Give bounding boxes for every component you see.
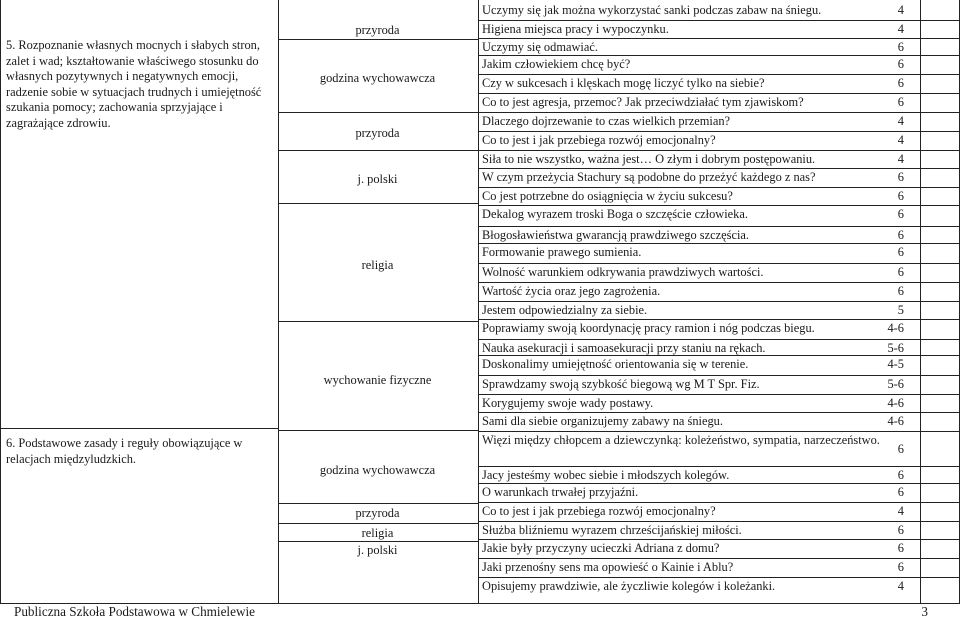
lesson-hours: 5-6: [887, 377, 904, 391]
row-divider: [478, 131, 960, 132]
lesson-title: W czym przeżycia Stachury są podobne do przeżyć każdego z nas?: [482, 170, 816, 184]
subject-cell: godzina wychowawcza: [319, 71, 436, 85]
subject-divider: [278, 523, 478, 524]
row-divider: [478, 187, 960, 188]
row-divider: [478, 20, 960, 21]
subject-divider: [278, 503, 478, 504]
subject-divider: [278, 430, 478, 431]
row-divider: [478, 466, 960, 467]
row-divider: [478, 243, 960, 244]
lesson-hours: 4-6: [887, 414, 904, 428]
lesson-title: Formowanie prawego sumienia.: [482, 245, 642, 259]
subject-divider: [278, 203, 478, 204]
row-divider: [478, 502, 960, 503]
row-divider: [478, 412, 960, 413]
subject-cell: j. polski: [357, 543, 398, 557]
lesson-hours: 6: [897, 485, 904, 499]
lesson-hours: 4: [897, 22, 904, 36]
topic-5: 5. Rozpoznanie własnych mocnych i słabych stron, zalet i wad; kształtowanie właściwego stosunku do własnych pozytywnych i negatywnych emocji, radzenie sobie w sytuacjach trudnych i umiejętność szukania pomocy; zachowania sprzyjające i zagrażające zdrowiu.: [6, 38, 262, 130]
lesson-hours: 6: [897, 265, 904, 279]
subject-divider: [278, 39, 478, 40]
lesson-hours: 6: [897, 523, 904, 537]
lesson-title: Dekalog wyrazem troski Boga o szczęście człowieka.: [482, 207, 748, 221]
row-divider: [478, 355, 960, 356]
row-divider: [478, 55, 960, 56]
column-divider-3: [920, 0, 921, 604]
lesson-hours: 4: [897, 3, 904, 17]
lesson-title: Co to jest agresja, przemoc? Jak przeciwdziałać tym zjawiskom?: [482, 95, 804, 109]
lesson-title: Więzi między chłopcem a dziewczynką: koleżeństwo, sympatia, narzeczeństwo.: [482, 433, 880, 447]
row-divider: [478, 282, 960, 283]
lesson-title: Błogosławieństwa gwarancją prawdziwego szczęścia.: [482, 228, 749, 242]
lesson-title: Doskonalimy umiejętność orientowania się w terenie.: [482, 357, 749, 371]
row-divider: [478, 319, 960, 320]
subject-divider: [278, 112, 478, 113]
lesson-hours: 6: [897, 40, 904, 54]
topic-divider: [0, 428, 278, 429]
lesson-hours: 4: [897, 152, 904, 166]
lesson-hours: 4: [897, 133, 904, 147]
lesson-hours: 5: [897, 303, 904, 317]
row-divider: [478, 263, 960, 264]
lesson-title: Siła to nie wszystko, ważna jest… O złym i dobrym postępowaniu.: [482, 152, 816, 166]
lesson-hours: 6: [897, 245, 904, 259]
lesson-title: Sami dla siebie organizujemy zabawy na śniegu.: [482, 414, 723, 428]
row-divider: [478, 150, 960, 151]
subject-cell: j. polski: [357, 172, 398, 186]
subject-divider: [278, 321, 478, 322]
column-divider-1: [278, 0, 279, 604]
lesson-title: Nauka asekuracji i samoasekuracji przy staniu na rękach.: [482, 341, 766, 355]
lesson-title: Co to jest i jak przebiega rozwój emocjonalny?: [482, 504, 716, 518]
lesson-hours: 6: [897, 95, 904, 109]
subject-cell: religia: [361, 526, 394, 540]
row-divider: [478, 74, 960, 75]
lesson-hours: 6: [897, 57, 904, 71]
lesson-title: Jakim człowiekiem chcę być?: [482, 57, 631, 71]
lesson-hours: 4-5: [887, 357, 904, 371]
subject-divider: [278, 150, 478, 151]
lesson-hours: 6: [897, 170, 904, 184]
subject-divider: [278, 541, 478, 542]
lesson-hours: 6: [897, 541, 904, 555]
lesson-title: Dlaczego dojrzewanie to czas wielkich przemian?: [482, 114, 731, 128]
lesson-hours: 6: [897, 207, 904, 221]
lesson-title: Co to jest i jak przebiega rozwój emocjonalny?: [482, 133, 716, 147]
subject-cell: przyroda: [355, 126, 400, 140]
lesson-hours: 4: [897, 504, 904, 518]
lesson-title: Uczymy się odmawiać.: [482, 40, 598, 54]
topic-6: 6. Podstawowe zasady i reguły obowiązujące w relacjach międzyludzkich.: [6, 436, 243, 466]
row-divider: [478, 226, 960, 227]
lesson-hours: 4-6: [887, 396, 904, 410]
subject-cell: przyroda: [355, 506, 400, 520]
lesson-hours: 6: [897, 228, 904, 242]
lesson-hours: 4-6: [887, 321, 904, 335]
row-divider: [478, 168, 960, 169]
page-number: 3: [921, 604, 928, 619]
lesson-title: Czy w sukcesach i klęskach mogę liczyć tylko na siebie?: [482, 76, 765, 90]
row-divider: [478, 577, 960, 578]
lesson-hours: 6: [897, 76, 904, 90]
lesson-title: Wolność warunkiem odkrywania prawdziwych wartości.: [482, 265, 764, 279]
lesson-hours: 6: [897, 189, 904, 203]
lesson-title: Służba bliźniemu wyrazem chrześcijańskiej miłości.: [482, 523, 742, 537]
lesson-hours: 6: [897, 560, 904, 574]
row-divider: [478, 339, 960, 340]
row-divider: [478, 558, 960, 559]
lesson-title: Jakie były przyczyny ucieczki Adriana z domu?: [482, 541, 720, 555]
lesson-title: Jestem odpowiedzialny za siebie.: [482, 303, 648, 317]
lesson-title: Higiena miejsca pracy i wypoczynku.: [482, 22, 669, 36]
lesson-title: Korygujemy swoje wady postawy.: [482, 396, 654, 410]
lesson-hours: 4: [897, 579, 904, 593]
lesson-title: Uczymy się jak można wykorzystać sanki podczas zabaw na śniegu.: [482, 3, 822, 17]
lesson-title: Co jest potrzebne do osiągnięcia w życiu sukcesu?: [482, 189, 733, 203]
row-divider: [478, 112, 960, 113]
lesson-hours: 6: [897, 284, 904, 298]
subject-cell: wychowanie fizyczne: [323, 373, 432, 387]
row-divider: [478, 38, 960, 39]
row-divider: [478, 93, 960, 94]
lesson-hours: 6: [897, 442, 904, 456]
lesson-hours: 4: [897, 114, 904, 128]
lesson-hours: 5-6: [887, 341, 904, 355]
lesson-title: Opisujemy prawdziwie, ale życzliwie kolegów i koleżanki.: [482, 579, 776, 593]
row-divider: [478, 394, 960, 395]
lesson-title: Jacy jesteśmy wobec siebie i młodszych kolegów.: [482, 468, 730, 482]
row-divider: [478, 431, 960, 432]
lesson-hours: 6: [897, 468, 904, 482]
table-border-left: [0, 0, 1, 604]
row-divider: [478, 483, 960, 484]
lesson-title: Jaki przenośny sens ma opowieść o Kainie i Ablu?: [482, 560, 734, 574]
subject-cell: przyroda: [355, 23, 400, 37]
column-divider-2: [478, 0, 479, 604]
row-divider: [478, 375, 960, 376]
row-divider: [478, 205, 960, 206]
lesson-title: Poprawiamy swoją koordynację pracy ramion i nóg podczas biegu.: [482, 321, 815, 335]
row-divider: [478, 301, 960, 302]
row-divider: [478, 539, 960, 540]
subject-cell: godzina wychowawcza: [319, 463, 436, 477]
lesson-title: Sprawdzamy swoją szybkość biegową wg M T Spr. Fiz.: [482, 377, 760, 391]
lesson-title: O warunkach trwałej przyjaźni.: [482, 485, 639, 499]
subject-cell: religia: [361, 258, 394, 272]
lesson-title: Wartość życia oraz jego zagrożenia.: [482, 284, 661, 298]
footer-school-name: Publiczna Szkoła Podstawowa w Chmielewie: [14, 604, 255, 619]
row-divider: [478, 521, 960, 522]
